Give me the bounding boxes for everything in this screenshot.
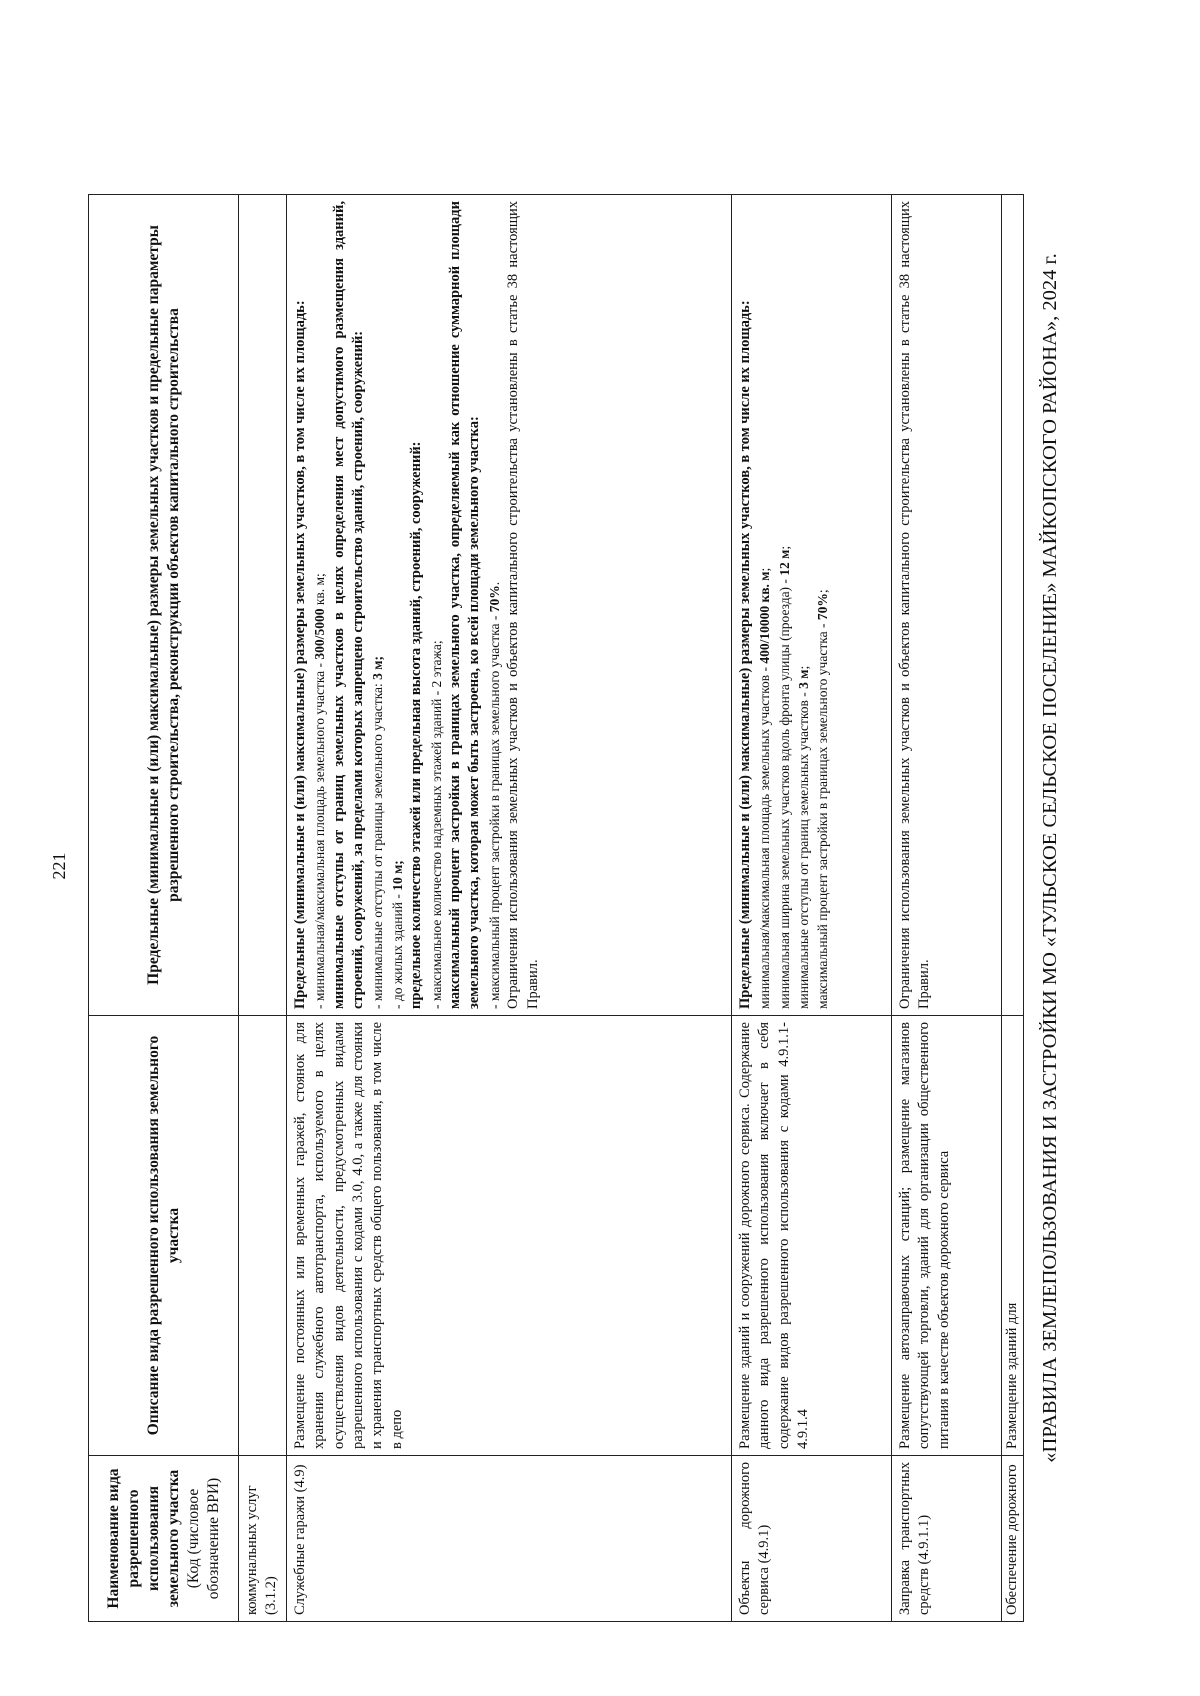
table-row [891,195,1001,1622]
cell-name: Обеспечение дорожного [1001,1456,1023,1622]
table-row [731,195,891,1622]
param-text: - минимальная/максимальная площадь земельного участка - 300/5000 кв. м; [312,573,328,1009]
param-text: - минимальные отступы от границы земельного участка: 3 м; [370,656,386,1009]
cell-parameters [731,195,891,1016]
document-footer: «ПРАВИЛА ЗЕМЛЕПОЛЬЗОВАНИЯ И ЗАСТРОЙКИ МО «ТУЛЬСКОЕ СЕЛЬСКОЕ ПОСЕЛЕНИЕ» МАЙКОПСКОГО РАЙОНА», 2024 г. [1039,253,1061,1463]
cell-description [239,1016,287,1456]
cell-parameters [239,195,287,1016]
header-col-parameters: Предельные (минимальные и (или) максимальные) размеры земельных участков и предельные параметры разрешенного строительства, реконструкции объектов капитального строительства [89,195,239,1016]
param-text: минимальные отступы от границ земельных участков - 3 м; [796,665,812,1009]
page-number: 221 [49,852,69,880]
cell-name: Служебные гаражи (4.9) [286,1456,731,1622]
table-row [239,195,287,1622]
rotated-page [48,78,1128,1638]
header-col-description: Описание вида разрешенного использования земельного участка [89,1016,239,1456]
param-text: Ограничения использования земельных участков и объектов капитального строительства установлены в статье 38 настоящих Правил. [505,201,541,1009]
param-text: минимальная/максимальная площадь земельных участков - 400/10000 кв. м; [757,567,773,1009]
cell-description: Размещение зданий и сооружений дорожного сервиса. Содержание данного вида разрешенного использования включает в себя содержание видов разрешенного использования с кодами 4.9.1.1-4.9.1.4 [731,1016,891,1456]
cell-name: коммунальных услуг (3.1.2) [239,1456,287,1622]
table-row [286,195,731,1622]
table-header-row [89,195,239,1622]
cell-parameters: Ограничения использования земельных участков и объектов капитального строительства установлены в статье 38 настоящих Правил. [891,195,1001,1016]
param-text: максимальный процент застройки в границах земельного участка, определяемый как отношение суммарной площади земельного участка, которая может быть застроена, ко всей площади земельного участка: [447,201,483,1009]
header-col-name-code: (Код (числовое обозначение ВРИ) [184,1477,222,1600]
param-text: минимальная ширина земельных участков вдоль фронта улицы (проезда) - 12 м; [776,545,792,1009]
param-text: - максимальное количество надземных этажей зданий - 2 этажа; [428,640,444,1009]
cell-description: Размещение постоянных или временных гаражей, стоянок для хранения служебного автотранспорта, используемого в целях осуществления видов деятельности, предусмотренных видами разрешенного использования с кодами 3.0, 4.0, а также для стоянки и хранения транспортных средств общего пользования, в том числе в депо [286,1016,731,1456]
cell-name: Заправка транспортных средств (4.9.1.1) [891,1456,1001,1622]
param-text: - максимальный процент застройки в границах земельного участка - 70%. [486,581,502,1009]
param-text: максимальный процент застройки в границах земельного участка - 70%; [815,589,831,1009]
cell-parameters [286,195,731,1016]
cell-description: Размещение зданий для [1001,1016,1023,1456]
table-row [1001,195,1023,1622]
cell-description: Размещение автозаправочных станций; размещение магазинов сопутствующей торговли, зданий для организации общественного питания в качестве объектов дорожного сервиса [891,1016,1001,1456]
param-text: Предельные (минимальные и (или) максимальные) размеры земельных участков, в том числе их площадь: [291,300,308,1009]
param-text: - до жилых зданий - 10 м; [389,860,405,1009]
header-col-name-bold: Наименование вида разрешенного использования земельного участка [104,1468,182,1609]
cell-name: Объекты дорожного сервиса (4.9.1) [731,1456,891,1622]
param-text: минимальные отступы от границ земельных участков в целях определения мест допустимого размещения зданий, строений, сооружений, за пределами которых запрещено строительство зданий, строений, сооружений: [330,201,367,1009]
header-col-name [89,1456,239,1622]
cell-parameters [1001,195,1023,1016]
param-text: Предельные (минимальные и (или) максимальные) размеры земельных участков, в том числе их площадь: [736,300,753,1009]
land-use-table [88,194,1024,1622]
param-text: предельное количество этажей или предельная высота зданий, строений, сооружений: [408,441,425,1009]
